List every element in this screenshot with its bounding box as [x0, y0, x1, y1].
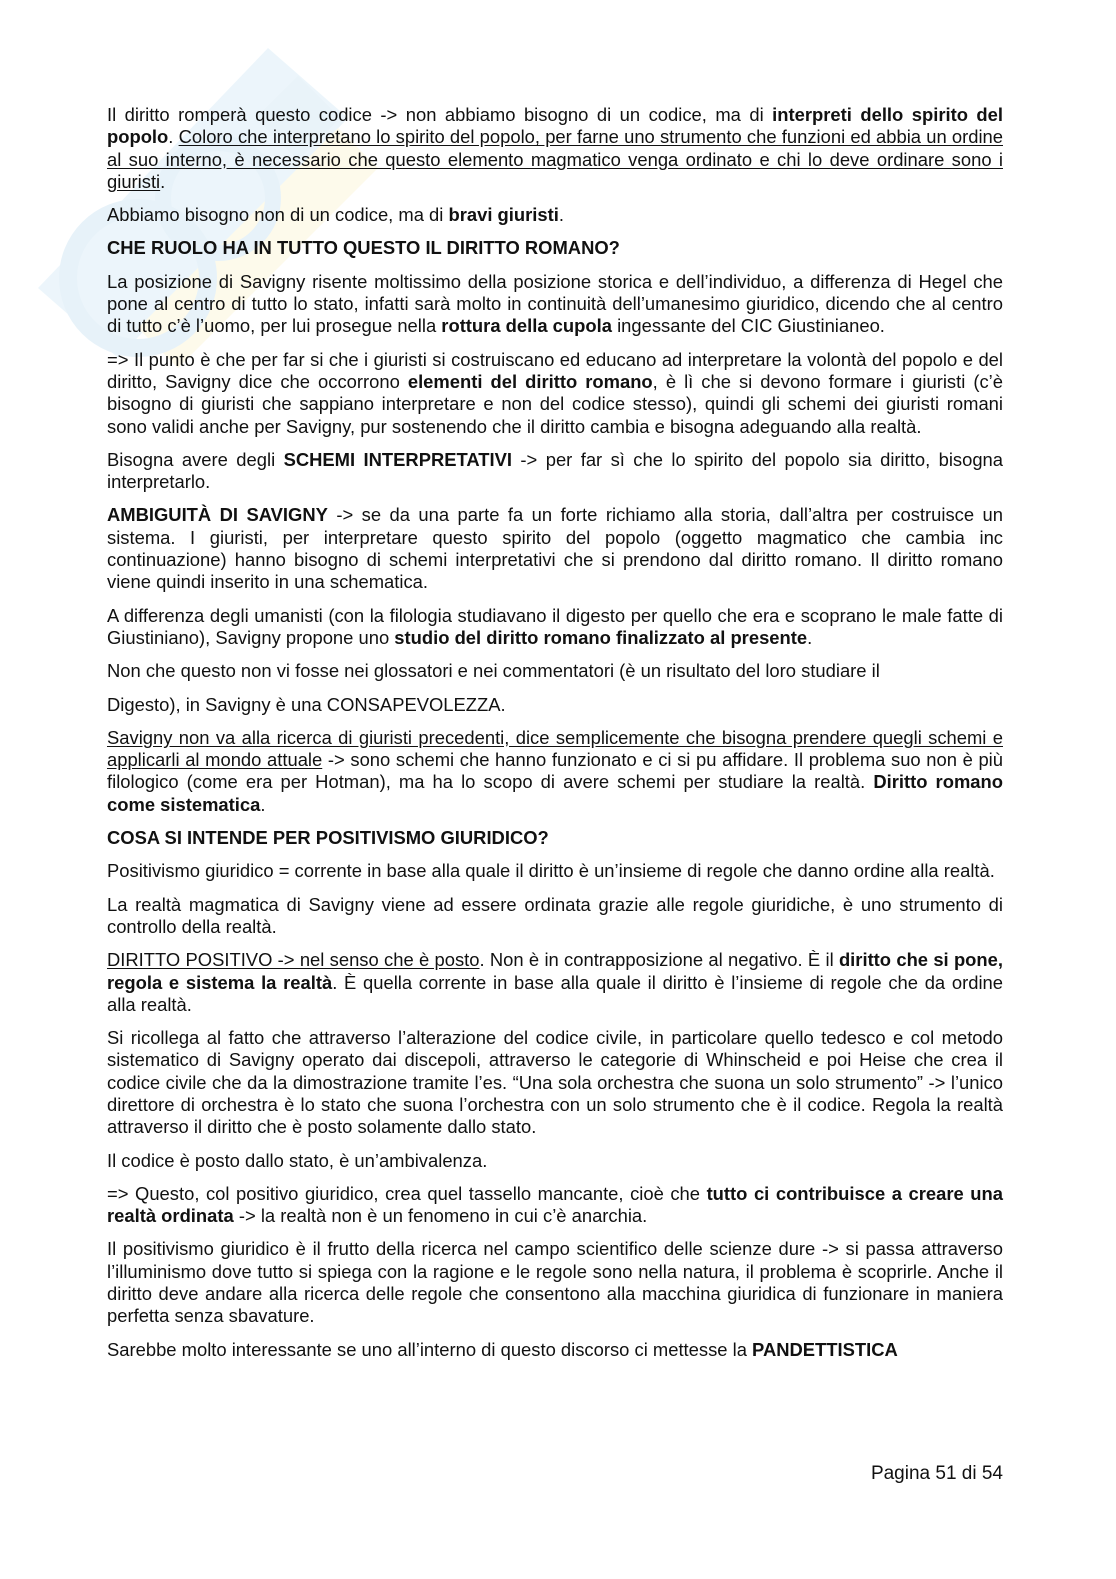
paragraph — [107, 104, 1003, 193]
paragraph: Positivismo giuridico = corrente in base alla quale il diritto è un’insieme di regole che danno ordine alla realtà. — [107, 860, 995, 882]
text: . — [160, 170, 166, 192]
text: . — [168, 126, 179, 148]
text: => Il punto è che per far si che i giuristi si costruiscano ed educano ad interpretare la volontà del popolo e del diritto, Savigny dice che occorrono — [107, 348, 1003, 392]
paragraph — [107, 504, 1003, 593]
bold-text: elementi del diritto romano — [407, 370, 653, 392]
paragraph — [107, 1183, 1003, 1228]
text: -> la realtà non è un fenomeno in cui c’è anarchia. — [233, 1205, 648, 1227]
document-body — [107, 104, 1003, 1372]
bold-text: rottura della cupola — [441, 315, 612, 337]
text: La posizione di Savigny risente moltissimo della posizione storica e dell’individuo, a differenza di Hegel che pone al centro di tutto lo stato, infatti sarà molto in continuità dell’umanesimo giuridico, dicendo che al centro di tutto c’è l’uomo, per lui prosegue nella — [107, 270, 1003, 337]
bold-text: tutto ci contribuisce a creare una realtà ordinata — [107, 1182, 1003, 1227]
text: . — [807, 626, 813, 648]
underlined-text: DIRITTO POSITIVO -> nel senso che è posto — [107, 949, 480, 971]
paragraph — [107, 271, 1003, 338]
bold-text: Diritto romano come sistematica — [107, 771, 1003, 815]
paragraph — [107, 449, 1003, 494]
bold-text: PANDETTISTICA — [752, 1338, 898, 1360]
text: . È quella corrente in base alla quale il diritto è l’insieme di regole che da ordine alla realtà. — [107, 971, 1003, 1015]
text: -> per far sì che lo spirito del popolo sia diritto, bisogna interpretarlo. — [107, 448, 1004, 493]
text: Il diritto romperà questo codice -> non abbiamo bisogno di un codice, ma di — [107, 104, 773, 125]
text: Sarebbe molto interessante se uno all’interno di questo discorso ci mettesse la — [107, 1338, 753, 1360]
paragraph: Si ricollega al fatto che attraverso l’alterazione del codice civile, in particolare quello tedesco e col metodo sistematico di Savigny operato dai discepoli, attraverso le categorie di Whinscheid e poi Heise che crea il codice civile che da la dimostrazione tramite l’es. “Una sola orchestra che suona un solo strumento” -> l’unico direttore di orchestra è lo stato che suona l’orchestra con un solo strumento che è il codice. Regola la realtà attraverso il diritto che è posto solamente dallo stato. — [107, 1027, 1003, 1138]
text: . — [558, 204, 564, 226]
text: -> sono schemi che hanno funzionato e ci si pu affidare. Il problema suo non è più filologico (come era per Hotman), ma ha lo scopo di avere schemi per studiare la realtà. — [107, 749, 1003, 793]
paragraph — [107, 1339, 1003, 1361]
text: Bisogna avere degli — [107, 448, 284, 470]
paragraph — [107, 349, 1003, 438]
paragraph — [107, 204, 1003, 226]
bold-text: diritto che si pone, regola e sistema la realtà — [107, 949, 1003, 993]
text: Abbiamo bisogno non di un codice, ma di — [107, 204, 449, 226]
paragraph — [107, 949, 1003, 1016]
paragraph: Il codice è posto dallo stato, è un’ambivalenza. — [107, 1149, 488, 1171]
paragraph: Il positivismo giuridico è il frutto della ricerca nel campo scientifico delle scienze dure -> si passa attraverso l’illuminismo dove tutto si spiega con la ragione e le regole sono nella natura, il problema è scoprirle. Anche il diritto deve andare alla ricerca delle regole che consentono alla macchina giuridica di funzionare in maniera perfetta senza sbavature. — [107, 1238, 1003, 1327]
page-number: Pagina 51 di 54 — [870, 1463, 1003, 1484]
section-heading: COSA SI INTENDE PER POSITIVISMO GIURIDICO? — [107, 827, 549, 849]
bold-text: studio del diritto romano finalizzato al presente — [394, 626, 808, 648]
text: -> se da una parte fa un forte richiamo alla storia, dall’altra per costruisce un sistema. I giuristi, per interpretare questo spirito del popolo (oggetto magmatico che cambia inc continuazione) hanno bisogno di schemi interpretativi che si prendono dal diritto romano. Il diritto romano viene quindi inserito in una schematica. — [107, 504, 1003, 593]
text: => Questo, col positivo giuridico, crea quel tassello mancante, cioè che — [107, 1182, 707, 1204]
section-heading: CHE RUOLO HA IN TUTTO QUESTO IL DIRITTO ROMANO? — [107, 237, 620, 259]
text: A differenza degli umanisti (con la filologia studiavano il digesto per quello che era e scoprano le male fatte di Giustiniano), Savigny propone uno — [107, 604, 1003, 648]
paragraph — [107, 727, 1003, 816]
paragraph: Non che questo non vi fosse nei glossatori e nei commentatori (è un risultato del loro studiare il — [107, 660, 880, 682]
paragraph: Digesto), in Savigny è una CONSAPEVOLEZZA. — [107, 693, 506, 715]
text: . Non è in contrapposizione al negativo. È il — [479, 949, 839, 971]
bold-text: SCHEMI INTERPRETATIVI — [283, 448, 513, 470]
bold-text: AMBIGUITÀ DI SAVIGNY — [107, 504, 328, 526]
bold-text: bravi giuristi — [448, 204, 559, 226]
text: ingessante del CIC Giustinianeo. — [611, 315, 885, 337]
underlined-text: Savigny non va alla ricerca di giuristi precedenti, dice semplicemente che bisogna prendere quegli schemi e applicarli al mondo attuale — [107, 726, 1003, 771]
paragraph — [107, 605, 1003, 650]
underlined-text: Coloro che interpretano lo spirito del popolo, per farne uno strumento che funzioni ed abbia un ordine al suo interno, è necessario che questo elemento magmatico venga ordinato e chi lo deve ordinare sono i giuristi — [107, 126, 1003, 192]
paragraph: La realtà magmatica di Savigny viene ad essere ordinata grazie alle regole giuridiche, è uno strumento di controllo della realtà. — [107, 893, 1003, 937]
text: . — [260, 793, 266, 815]
bold-text: interpreti dello spirito del popolo — [107, 104, 1003, 148]
text: , è lì che si devono formare i giuristi (c’è bisogno di giuristi che sappiano interpretare e non del codice stesso), quindi gli schemi dei giuristi romani sono validi anche per Savigny, pur sostenendo che il diritto cambia e bisogna adeguando alla realtà. — [107, 370, 1003, 437]
